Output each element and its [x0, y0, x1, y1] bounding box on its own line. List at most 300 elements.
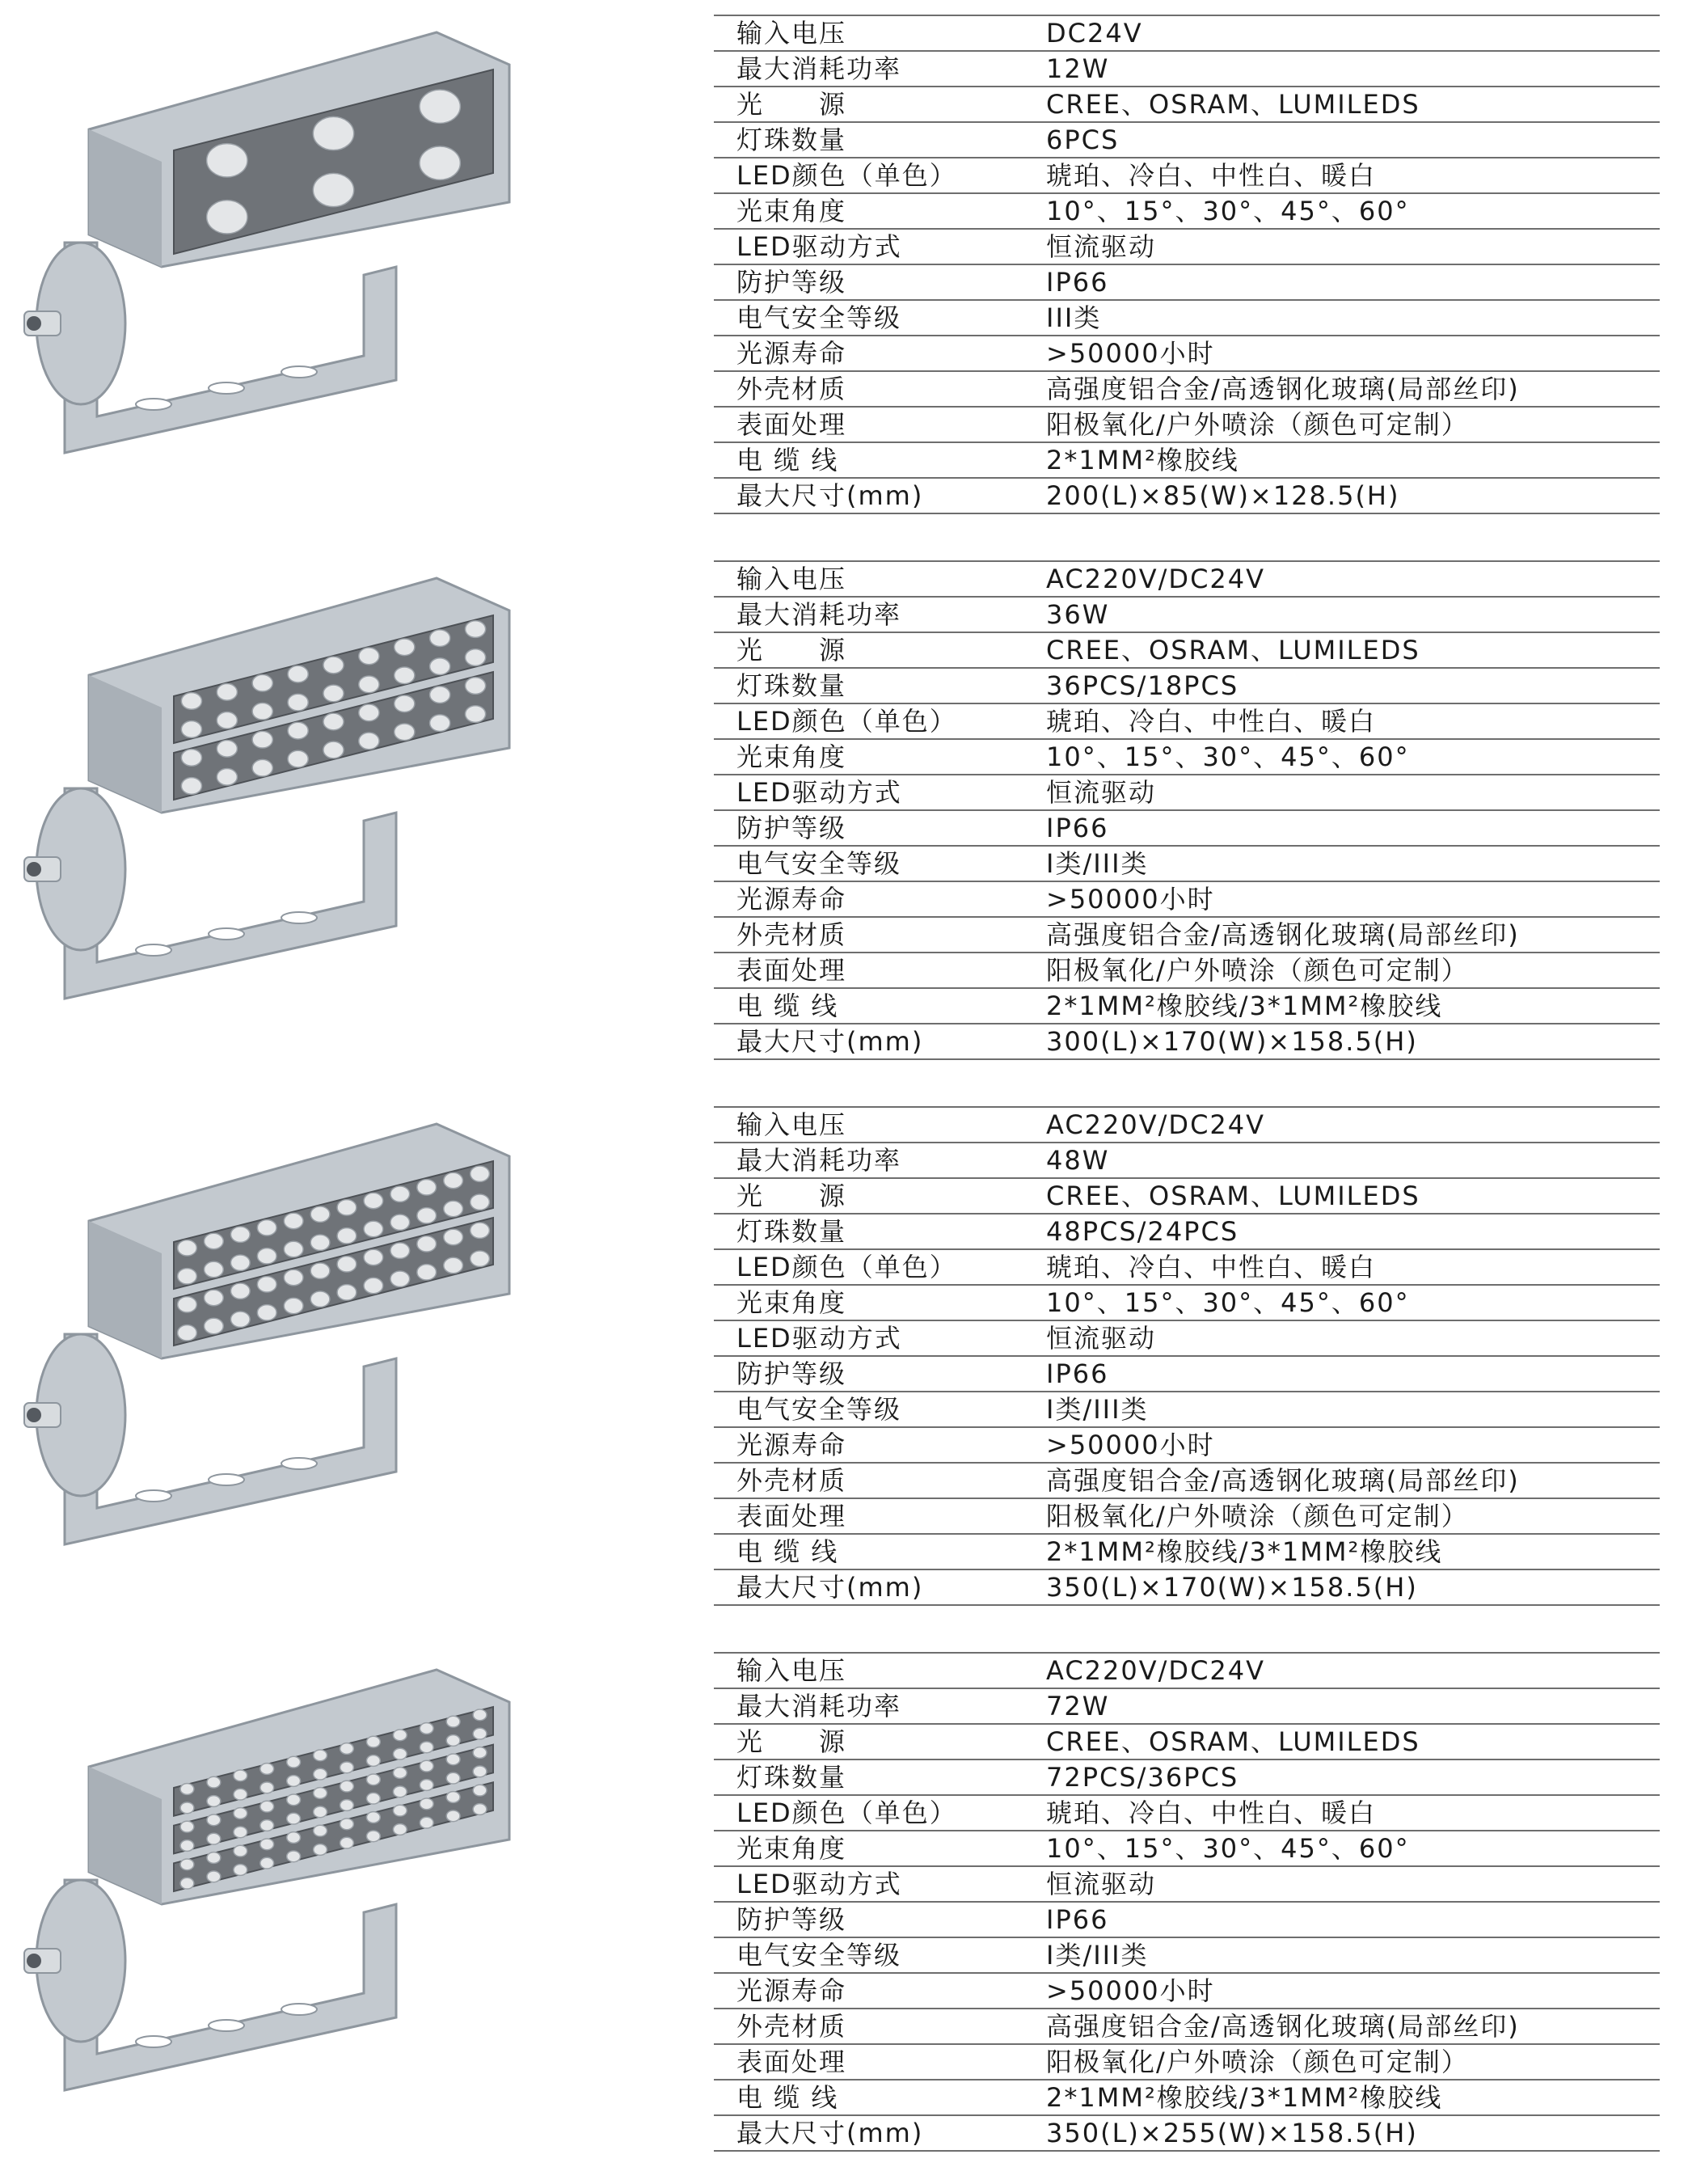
- spec-value: CREE、OSRAM、LUMILEDS: [1007, 87, 1660, 122]
- led-lens: [314, 1825, 327, 1836]
- spec-row: [714, 229, 1660, 264]
- led-lens: [420, 90, 460, 123]
- spec-label: 电气安全等级: [714, 1937, 1007, 1973]
- led-lens: [260, 1839, 274, 1850]
- gland-hole: [27, 316, 41, 331]
- led-lens: [252, 674, 272, 691]
- spec-label: 灯珠数量: [714, 1759, 1007, 1795]
- spec-row: [714, 15, 1660, 51]
- floodlight-36-led-icon: [16, 546, 631, 1063]
- spec-row: [714, 953, 1660, 988]
- spec-value: 高强度铝合金/高透钢化玻璃(局部丝印): [1007, 371, 1660, 407]
- spec-value: CREE、OSRAM、LUMILEDS: [1007, 1724, 1660, 1759]
- spec-label: 输入电压: [714, 1107, 1007, 1143]
- spec-row: [714, 1178, 1660, 1214]
- bracket-slot: [281, 2004, 317, 2015]
- spec-value: 琥珀、冷白、中性白、暖白: [1007, 158, 1660, 193]
- spec-value: 琥珀、冷白、中性白、暖白: [1007, 703, 1660, 739]
- spec-label: 最大消耗功率: [714, 1688, 1007, 1724]
- bracket-slot: [209, 2020, 244, 2031]
- bracket-slot: [281, 912, 317, 923]
- product-3: [0, 1092, 1688, 1609]
- led-lens: [473, 1709, 487, 1721]
- led-lens: [446, 1792, 460, 1803]
- led-lens: [217, 684, 237, 701]
- led-lens: [180, 1784, 194, 1795]
- spec-row: [714, 1973, 1660, 2009]
- led-lens: [314, 1806, 327, 1818]
- led-lens: [207, 1776, 221, 1788]
- spec-label: 防护等级: [714, 1902, 1007, 1937]
- led-lens: [323, 685, 344, 702]
- spec-row: [714, 1795, 1660, 1831]
- led-lens: [390, 1243, 410, 1258]
- led-lens: [420, 146, 460, 180]
- led-lens: [205, 1318, 224, 1333]
- fixture-group: [24, 32, 509, 453]
- spec-value: 36W: [1007, 597, 1660, 632]
- led-lens: [180, 1840, 194, 1852]
- spec-label: 表面处理: [714, 953, 1007, 988]
- spec-value: I类/III类: [1007, 1392, 1660, 1427]
- spec-row: [714, 1463, 1660, 1498]
- product-2: [0, 546, 1688, 1063]
- gland-hole: [27, 1408, 41, 1422]
- spec-label: 灯珠数量: [714, 1214, 1007, 1249]
- led-lens: [288, 750, 308, 767]
- led-lens: [446, 1716, 460, 1727]
- led-lens: [471, 1251, 490, 1266]
- spec-row: [714, 1831, 1660, 1866]
- spec-label: 最大尺寸(mm): [714, 2115, 1007, 2151]
- spec-label: 光束角度: [714, 1831, 1007, 1866]
- spec-value: 12W: [1007, 51, 1660, 87]
- led-lens: [314, 1788, 327, 1799]
- led-lens: [205, 1290, 224, 1305]
- spec-row: [714, 1392, 1660, 1427]
- led-lens: [337, 1257, 357, 1272]
- spec-label: 外壳材质: [714, 917, 1007, 953]
- spec-value: IP66: [1007, 1356, 1660, 1392]
- bracket-slot: [209, 1474, 244, 1485]
- led-lens: [366, 1736, 380, 1747]
- spec-value: 300(L)×170(W)×158.5(H): [1007, 1024, 1660, 1059]
- spec-value: 恒流驱动: [1007, 229, 1660, 264]
- spec-value: 阳极氧化/户外喷涂（颜色可定制）: [1007, 953, 1660, 988]
- led-lens: [234, 1845, 247, 1857]
- spec-row: [714, 846, 1660, 881]
- spec-value: I类/III类: [1007, 1937, 1660, 1973]
- led-lens: [364, 1278, 383, 1293]
- led-lens: [234, 1865, 247, 1876]
- led-lens: [230, 1255, 250, 1270]
- spec-table-2: [714, 560, 1660, 1060]
- led-lens: [180, 1859, 194, 1870]
- spec-value: >50000小时: [1007, 336, 1660, 371]
- led-lens: [284, 1298, 303, 1313]
- led-lens: [444, 1172, 463, 1188]
- spec-value: I类/III类: [1007, 846, 1660, 881]
- spec-label: 电 缆 线: [714, 1534, 1007, 1569]
- spec-row: [714, 442, 1660, 478]
- spec-row: [714, 703, 1660, 739]
- spec-label: 最大消耗功率: [714, 597, 1007, 632]
- led-lens: [473, 1785, 487, 1796]
- led-lens: [471, 1194, 490, 1210]
- spec-value: 琥珀、冷白、中性白、暖白: [1007, 1795, 1660, 1831]
- spec-value: 高强度铝合金/高透钢化玻璃(局部丝印): [1007, 917, 1660, 953]
- led-lens: [234, 1789, 247, 1800]
- led-lens: [252, 703, 272, 720]
- bracket-slot: [136, 944, 171, 956]
- spec-row: [714, 158, 1660, 193]
- led-lens: [260, 1764, 274, 1775]
- led-lens: [314, 1844, 327, 1856]
- spec-label: 最大消耗功率: [714, 1143, 1007, 1178]
- spec-row: [714, 2009, 1660, 2044]
- bracket-slot: [281, 366, 317, 378]
- led-lens: [340, 1819, 354, 1830]
- led-lens: [284, 1269, 303, 1285]
- led-lens: [465, 678, 485, 695]
- spec-value: 48W: [1007, 1143, 1660, 1178]
- led-lens: [465, 621, 485, 638]
- spec-row: [714, 478, 1660, 513]
- spec-row: [714, 300, 1660, 336]
- led-lens: [181, 693, 201, 710]
- led-lens: [323, 657, 344, 674]
- led-lens: [366, 1774, 380, 1785]
- led-lens: [234, 1808, 247, 1819]
- spec-row: [714, 2080, 1660, 2115]
- bracket-slot: [136, 399, 171, 410]
- led-lens: [473, 1728, 487, 1739]
- spec-row: [714, 1534, 1660, 1569]
- spec-value: 350(L)×255(W)×158.5(H): [1007, 2115, 1660, 2151]
- spec-value: 高强度铝合金/高透钢化玻璃(局部丝印): [1007, 1463, 1660, 1498]
- bracket-slot: [209, 382, 244, 394]
- led-lens: [430, 715, 450, 732]
- spec-label: 光 源: [714, 1724, 1007, 1759]
- spec-label: LED驱动方式: [714, 1320, 1007, 1356]
- spec-label: 表面处理: [714, 1498, 1007, 1534]
- spec-label: 电气安全等级: [714, 1392, 1007, 1427]
- spec-value: 6PCS: [1007, 122, 1660, 158]
- led-lens: [217, 741, 237, 758]
- spec-value: AC220V/DC24V: [1007, 1107, 1660, 1143]
- spec-label: 光源寿命: [714, 1427, 1007, 1463]
- led-lens: [359, 733, 379, 750]
- led-lens: [340, 1781, 354, 1792]
- led-lens: [284, 1213, 303, 1228]
- floodlight-6-led-icon: [16, 0, 631, 517]
- led-lens: [207, 201, 247, 234]
- led-lens: [393, 1805, 407, 1816]
- led-lens: [181, 721, 201, 738]
- spec-value: 72W: [1007, 1688, 1660, 1724]
- spec-value: 高强度铝合金/高透钢化玻璃(局部丝印): [1007, 2009, 1660, 2044]
- spec-row: [714, 1214, 1660, 1249]
- spec-row: [714, 1356, 1660, 1392]
- spec-row: [714, 1569, 1660, 1605]
- spec-value: 2*1MM²橡胶线/3*1MM²橡胶线: [1007, 988, 1660, 1024]
- spec-row: [714, 597, 1660, 632]
- led-lens: [260, 1801, 274, 1812]
- spec-label: 外壳材质: [714, 2009, 1007, 2044]
- spec-row: [714, 264, 1660, 300]
- led-lens: [288, 722, 308, 739]
- led-lens: [393, 1786, 407, 1797]
- spec-label: LED驱动方式: [714, 1866, 1007, 1902]
- gland-hole: [27, 1954, 41, 1968]
- spec-value: >50000小时: [1007, 881, 1660, 917]
- led-lens: [287, 1756, 301, 1768]
- led-lens: [180, 1878, 194, 1889]
- spec-row: [714, 1866, 1660, 1902]
- led-lens: [284, 1241, 303, 1257]
- spec-row: [714, 122, 1660, 158]
- spec-row: [714, 1249, 1660, 1285]
- spec-value: 琥珀、冷白、中性白、暖白: [1007, 1249, 1660, 1285]
- led-lens: [337, 1285, 357, 1300]
- spec-label: 输入电压: [714, 561, 1007, 597]
- spec-label: 灯珠数量: [714, 668, 1007, 703]
- led-lens: [420, 1780, 433, 1791]
- led-lens: [340, 1837, 354, 1848]
- spec-label: 外壳材质: [714, 371, 1007, 407]
- led-lens: [465, 706, 485, 723]
- led-lens: [393, 1730, 407, 1741]
- led-lens: [446, 1810, 460, 1822]
- spec-value: >50000小时: [1007, 1427, 1660, 1463]
- floodlight-72-led-icon: [16, 1637, 631, 2155]
- spec-row: [714, 1653, 1660, 1688]
- spec-row: [714, 371, 1660, 407]
- spec-label: 最大尺寸(mm): [714, 1569, 1007, 1605]
- spec-value: 200(L)×85(W)×128.5(H): [1007, 478, 1660, 513]
- led-lens: [257, 1305, 276, 1320]
- led-lens: [420, 1742, 433, 1753]
- led-lens: [395, 639, 415, 656]
- spec-value: 恒流驱动: [1007, 1866, 1660, 1902]
- spec-value: 恒流驱动: [1007, 775, 1660, 810]
- led-lens: [420, 1760, 433, 1772]
- led-lens: [366, 1831, 380, 1842]
- led-lens: [314, 1768, 327, 1780]
- led-lens: [230, 1227, 250, 1242]
- led-lens: [420, 1798, 433, 1810]
- led-lens: [260, 1782, 274, 1793]
- led-lens: [288, 665, 308, 682]
- bracket-slot: [209, 928, 244, 940]
- spec-row: [714, 193, 1660, 229]
- led-lens: [217, 769, 237, 786]
- spec-value: 72PCS/36PCS: [1007, 1759, 1660, 1795]
- spec-table-3: [714, 1106, 1660, 1606]
- spec-value: >50000小时: [1007, 1973, 1660, 2009]
- led-lens: [230, 1283, 250, 1299]
- led-lens: [313, 173, 353, 206]
- led-lens: [260, 1820, 274, 1831]
- led-lens: [364, 1221, 383, 1236]
- led-lens: [430, 630, 450, 647]
- spec-row: [714, 561, 1660, 597]
- led-lens: [393, 1824, 407, 1835]
- led-lens: [257, 1277, 276, 1292]
- led-lens: [310, 1263, 330, 1278]
- led-lens: [181, 778, 201, 795]
- spec-value: 阳极氧化/户外喷涂（颜色可定制）: [1007, 2044, 1660, 2080]
- led-lens: [288, 694, 308, 711]
- led-lens: [180, 1821, 194, 1832]
- led-lens: [417, 1208, 437, 1223]
- led-lens: [340, 1800, 354, 1811]
- led-lens: [313, 116, 353, 150]
- spec-label: 电 缆 线: [714, 442, 1007, 478]
- led-lens: [430, 658, 450, 675]
- spec-label: LED颜色（单色）: [714, 1249, 1007, 1285]
- led-lens: [471, 1223, 490, 1238]
- spec-label: LED颜色（单色）: [714, 1795, 1007, 1831]
- led-lens: [473, 1747, 487, 1759]
- bracket-slot: [281, 1458, 317, 1469]
- led-lens: [359, 704, 379, 721]
- led-lens: [257, 1220, 276, 1236]
- led-lens: [473, 1766, 487, 1777]
- spec-label: LED驱动方式: [714, 229, 1007, 264]
- spec-row: [714, 881, 1660, 917]
- spec-row: [714, 810, 1660, 846]
- spec-value: 恒流驱动: [1007, 1320, 1660, 1356]
- spec-row: [714, 407, 1660, 442]
- led-lens: [323, 741, 344, 758]
- spec-label: 电 缆 线: [714, 2080, 1007, 2115]
- led-lens: [444, 1257, 463, 1273]
- spec-label: 电气安全等级: [714, 846, 1007, 881]
- led-lens: [178, 1269, 197, 1284]
- spec-row: [714, 1427, 1660, 1463]
- led-lens: [230, 1312, 250, 1327]
- spec-row: [714, 1107, 1660, 1143]
- led-lens: [207, 1833, 221, 1844]
- spec-row: [714, 668, 1660, 703]
- led-lens: [207, 1814, 221, 1826]
- led-lens: [181, 750, 201, 767]
- spec-value: AC220V/DC24V: [1007, 1653, 1660, 1688]
- spec-row: [714, 1285, 1660, 1320]
- led-lens: [252, 731, 272, 748]
- led-lens: [417, 1265, 437, 1280]
- led-lens: [366, 1755, 380, 1767]
- spec-label: 输入电压: [714, 15, 1007, 51]
- led-lens: [207, 1852, 221, 1864]
- led-lens: [420, 1723, 433, 1734]
- led-lens: [366, 1793, 380, 1804]
- led-lens: [337, 1228, 357, 1244]
- led-lens: [205, 1233, 224, 1248]
- spec-label: 光源寿命: [714, 881, 1007, 917]
- spec-label: LED驱动方式: [714, 775, 1007, 810]
- spec-row: [714, 632, 1660, 668]
- product-1: [0, 0, 1688, 517]
- spec-row: [714, 1688, 1660, 1724]
- spec-row: [714, 2044, 1660, 2080]
- fixture-group: [24, 1670, 509, 2090]
- led-lens: [420, 1817, 433, 1828]
- spec-value: CREE、OSRAM、LUMILEDS: [1007, 632, 1660, 668]
- spec-label: 光源寿命: [714, 336, 1007, 371]
- led-lens: [260, 1857, 274, 1869]
- gland-hole: [27, 862, 41, 877]
- spec-row: [714, 775, 1660, 810]
- spec-value: 2*1MM²橡胶线: [1007, 442, 1660, 478]
- spec-row: [714, 917, 1660, 953]
- led-lens: [207, 1871, 221, 1882]
- floodlight-48-led-icon: [16, 1092, 631, 1609]
- led-lens: [310, 1291, 330, 1307]
- spec-row: [714, 1498, 1660, 1534]
- spec-label: LED颜色（单色）: [714, 158, 1007, 193]
- spec-label: LED颜色（单色）: [714, 703, 1007, 739]
- fixture-group: [24, 578, 509, 999]
- spec-label: 最大消耗功率: [714, 51, 1007, 87]
- spec-row: [714, 1320, 1660, 1356]
- led-lens: [287, 1776, 301, 1787]
- spec-label: 光 源: [714, 1178, 1007, 1214]
- fixture-group: [24, 1124, 509, 1544]
- led-lens: [393, 1748, 407, 1759]
- spec-value: 48PCS/24PCS: [1007, 1214, 1660, 1249]
- led-lens: [395, 667, 415, 684]
- led-lens: [217, 712, 237, 729]
- led-lens: [287, 1794, 301, 1806]
- spec-label: 光束角度: [714, 1285, 1007, 1320]
- led-lens: [234, 1827, 247, 1838]
- led-lens: [287, 1851, 301, 1862]
- spec-row: [714, 336, 1660, 371]
- led-lens: [390, 1215, 410, 1230]
- led-lens: [364, 1193, 383, 1208]
- spec-label: 防护等级: [714, 1356, 1007, 1392]
- led-lens: [207, 144, 247, 177]
- spec-table-4: [714, 1652, 1660, 2152]
- led-lens: [310, 1235, 330, 1250]
- spec-value: 10°、15°、30°、45°、60°: [1007, 739, 1660, 775]
- spec-value: 阳极氧化/户外喷涂（颜色可定制）: [1007, 407, 1660, 442]
- spec-label: 光 源: [714, 87, 1007, 122]
- spec-value: 2*1MM²橡胶线/3*1MM²橡胶线: [1007, 1534, 1660, 1569]
- led-lens: [473, 1804, 487, 1815]
- led-lens: [395, 724, 415, 741]
- spec-label: 光 源: [714, 632, 1007, 668]
- spec-label: 最大尺寸(mm): [714, 1024, 1007, 1059]
- led-lens: [287, 1832, 301, 1844]
- led-lens: [446, 1735, 460, 1747]
- spec-value: IP66: [1007, 264, 1660, 300]
- led-lens: [310, 1206, 330, 1222]
- spec-value: DC24V: [1007, 15, 1660, 51]
- spec-row: [714, 51, 1660, 87]
- spec-label: 光束角度: [714, 193, 1007, 229]
- spec-row: [714, 2115, 1660, 2151]
- spec-label: 电气安全等级: [714, 300, 1007, 336]
- led-lens: [287, 1813, 301, 1824]
- spec-value: IP66: [1007, 1902, 1660, 1937]
- led-lens: [471, 1166, 490, 1181]
- led-lens: [395, 695, 415, 712]
- led-lens: [257, 1248, 276, 1264]
- led-lens: [444, 1229, 463, 1244]
